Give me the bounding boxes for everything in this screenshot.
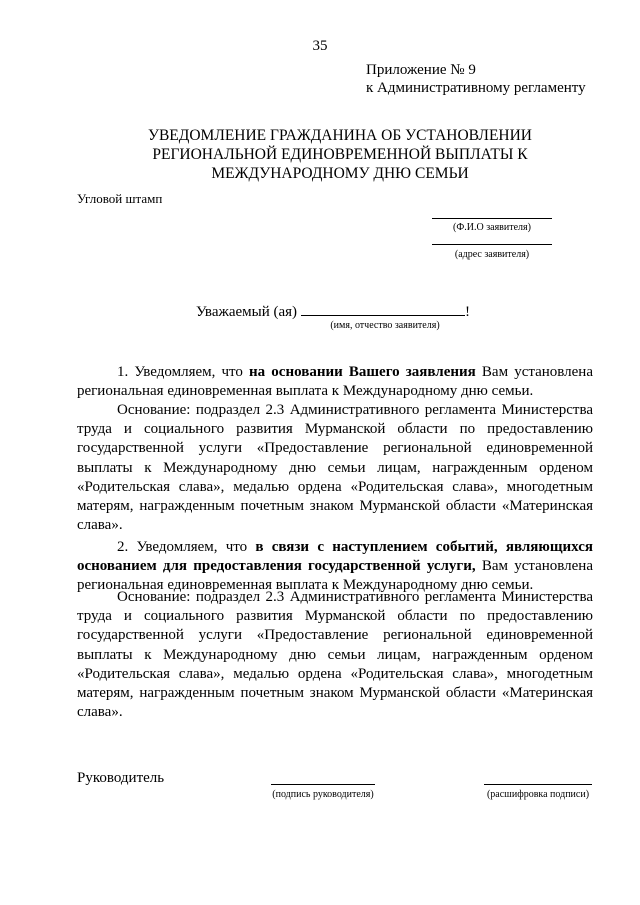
appendix-number: Приложение № 9	[366, 62, 476, 78]
title-line-1: УВЕДОМЛЕНИЕ ГРАЖДАНИНА ОБ УСТАНОВЛЕНИИ	[147, 127, 532, 144]
name-blank-line	[301, 302, 465, 316]
address-line	[432, 244, 552, 245]
decode-line	[484, 784, 592, 785]
appendix-reference: к Административному регламенту	[366, 80, 586, 96]
section-2-rest: Вам установлена региональная единовременная выплата к Международному дню семьи.	[77, 558, 593, 594]
section-1-notice	[77, 363, 593, 401]
signature-label: (подпись руководителя)	[272, 789, 374, 800]
greeting	[196, 302, 470, 321]
decode-label: (расшифровка подписи)	[486, 789, 590, 800]
title-line-2: РЕГИОНАЛЬНОЙ ЕДИНОВРЕМЕННОЙ ВЫПЛАТЫ К	[152, 146, 528, 163]
page-number: 35	[312, 38, 328, 54]
section-1-rest: Вам установлена региональная единовременная выплата к Международному дню семьи.	[77, 364, 593, 400]
section-2-notice	[77, 538, 593, 596]
section-1-basis: Основание: подраздел 2.3 Административного регламента Министерства труда и социального развития Мурманской области по предоставлению государственной услуги «Предоставление региональной единовременной выплаты к Международному дню семьи лицам, награжденным орденом «Родительская слава», медалью ордена «Родительская слава», многодетным матерям, награжденным почетным знаком Мурманской области «Материнская слава».	[77, 402, 593, 534]
section-1-bold: на основании Вашего заявления	[249, 364, 476, 380]
section-1-lead: 1. Уведомляем, что	[117, 364, 250, 380]
footer-head-label: Руководитель	[77, 770, 165, 786]
document-title	[60, 126, 620, 183]
greeting-hint: (имя, отчество заявителя)	[330, 320, 440, 331]
greeting-exclamation: !	[465, 304, 471, 320]
section-2-basis: Основание: подраздел 2.3 Административного регламента Министерства труда и социального развития Мурманской области по предоставлению государственной услуги «Предоставление региональной единовременной выплаты к Международному дню семьи лицам, награжденным орденом «Родительская слава», медалью ордена «Родительская слава», многодетным матерям, награжденным почетным знаком Мурманской области «Материнская слава».	[77, 589, 593, 721]
fio-label: (Ф.И.О заявителя)	[453, 222, 531, 233]
address-label: (адрес заявителя)	[454, 249, 530, 260]
section-2-bold: в связи с наступлением событий, являющихся основанием для предоставления государственной услуги,	[77, 539, 593, 575]
corner-stamp-label: Угловой штамп	[77, 191, 163, 206]
signature-line	[271, 784, 375, 785]
title-line-3: МЕЖДУНАРОДНОМУ ДНЮ СЕМЬИ	[211, 165, 469, 182]
section-2-lead: 2. Уведомляем, что	[117, 539, 256, 555]
fio-line	[432, 218, 552, 219]
greeting-text: Уважаемый (ая)	[196, 304, 298, 320]
